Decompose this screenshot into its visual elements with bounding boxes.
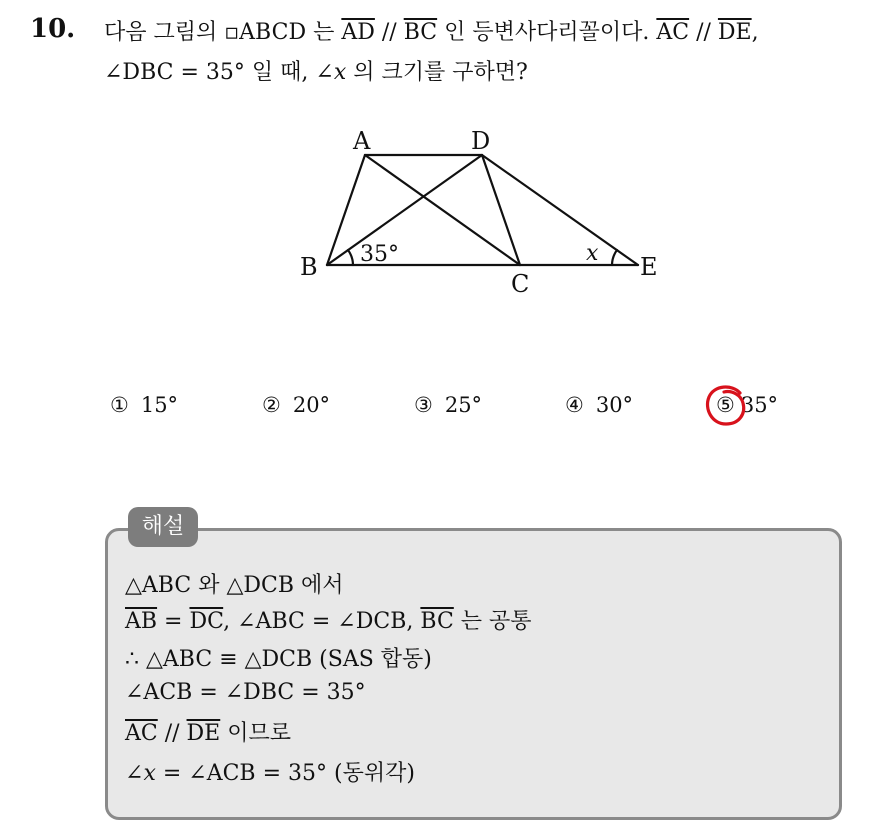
trapezoid-figure [290,120,670,310]
choice-4[interactable]: ④ 30° [565,393,634,417]
angle-arc-e [612,250,617,265]
choice-3[interactable]: ③ 25° [414,393,483,417]
solution-line-5: $\overline{AC} // \overline{DE}$ 이므로 [125,721,291,746]
answer-circle-mark [702,381,750,429]
question-line-1: 다음 그림의 ▫ABCD 는 $\overline{AD} // \overline{BC}$ 인 등변사다리꼴이다. $\overline{AC} // \overline{DE}$, [104,20,759,45]
segment-ac: $\overline{AC}$ [656,20,690,45]
solution-line-6: ∠x = ∠ACB = 35° (동위각) [125,761,415,786]
edge-dc [482,155,520,265]
vertex-label-d: D [471,127,491,155]
question-line-2: ∠DBC = 35° 일 때, ∠x 의 크기를 구하면? [104,60,528,85]
vertex-label-b: B [300,253,318,281]
diagonal-bd [327,155,482,265]
angle-label-35: 35° [360,242,399,267]
solution-tag: 해설 [128,507,198,547]
solution-line-2: $\overline{AB} = \overline{DC}$, ∠ABC = ∠DCB, $\overline{BC}$ 는 공통 [125,609,532,634]
question-number: 10. [30,14,76,44]
vertex-label-a: A [353,127,371,155]
edge-de [482,155,638,265]
angle-arc-b [348,250,353,265]
solution-line-4: ∠ACB = ∠DBC = 35° [125,680,366,705]
choice-1[interactable]: ① 15° [110,393,179,417]
vertex-label-c: C [511,270,530,298]
segment-de: $\overline{DE}$ [717,20,752,45]
choice-5[interactable]: ⑤ 35° [716,393,779,417]
vertex-label-e: E [640,253,658,281]
segment-ad: $\overline{AD}$ [341,20,375,45]
segment-bc: $\overline{BC}$ [403,20,438,45]
angle-label-x: x [586,241,599,266]
choice-2[interactable]: ② 20° [262,393,331,417]
solution-line-1: △ABC 와 △DCB 에서 [125,573,344,598]
solution-line-3: ∴ △ABC ≡ △DCB (SAS 합동) [125,647,432,672]
